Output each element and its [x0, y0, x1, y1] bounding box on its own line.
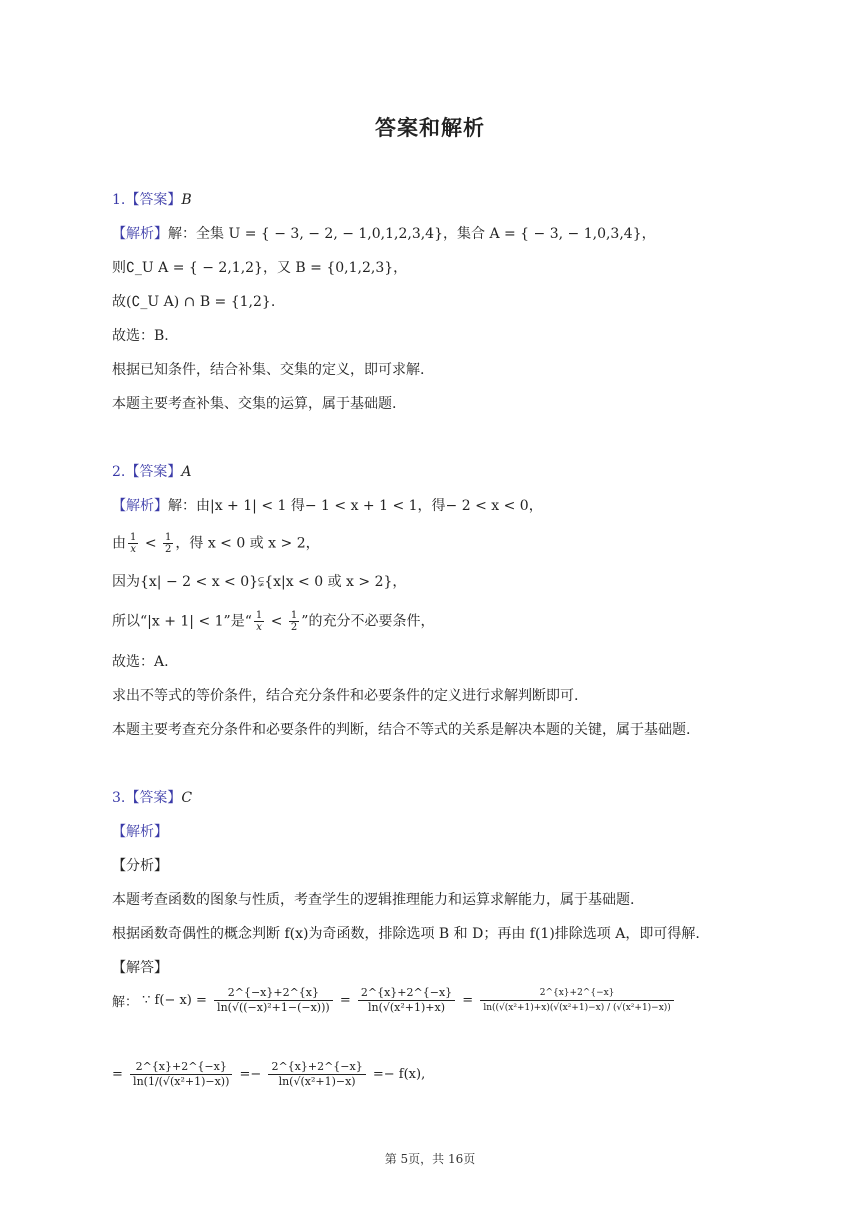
q1-answer-line	[112, 190, 192, 210]
q3-analysis-tag: 【解析】	[112, 824, 168, 840]
q3-answer-line	[112, 788, 192, 808]
q2-analysis-line-7: 本题主要考查充分条件和必要条件的判断，结合不等式的关系是解决本题的关键，属于基础题.	[112, 722, 691, 738]
q2-number: 2.	[112, 464, 126, 480]
q2-analysis-line-3: 因为{x| − 2 < x < 0}⫋{x|x < 0 或 x > 2}，	[112, 574, 407, 590]
q1-analysis-line-5: 根据已知条件，结合补集、交集的定义，即可求解.	[112, 362, 425, 378]
q1-analysis-line-3: 故(∁_U A) ∩ B = {1,2}.	[112, 294, 276, 310]
q1-analysis-line-2: 则∁_U A = { − 2,1,2}，又 B = {0,1,2,3}，	[112, 260, 408, 276]
fraction-denominator: 2	[290, 622, 298, 633]
q2-analysis-text-1: 解：由|x + 1| < 1 得− 1 < x + 1 < 1，得− 2 < x < 0，	[168, 498, 543, 514]
less-than: <	[266, 613, 287, 630]
less-than: <	[140, 535, 162, 552]
fraction-numerator: 1	[165, 532, 172, 543]
equals-negative-sign: =−	[239, 1067, 262, 1082]
q3-equation-2	[112, 1060, 425, 1089]
page-title: 答案和解析	[375, 115, 485, 140]
fraction-denominator: ln(1/(√(x²+1)−x))	[133, 1075, 230, 1088]
q1-analysis-line-6: 本题主要考查补集、交集的运算，属于基础题.	[112, 396, 397, 412]
fraction	[480, 986, 674, 1015]
fraction-numerator: 1	[130, 532, 137, 543]
q1-number: 1.	[112, 192, 126, 208]
q2-answer-line	[112, 462, 191, 482]
q3-answer-value: C	[181, 790, 193, 806]
fraction-numerator: 2^{x}+2^{−x}	[480, 986, 674, 1001]
solution-label: 解：	[112, 995, 139, 1010]
equals-sign: =	[462, 993, 474, 1008]
q3-fenxi-tag: 【分析】	[112, 858, 168, 874]
fraction-denominator: 2	[165, 544, 172, 555]
q3-jieda-tag: 【解答】	[112, 960, 168, 976]
fraction-denominator: ln(√(x²+1)+x)	[367, 1001, 446, 1014]
fraction-numerator: 2^{x}+2^{−x}	[358, 986, 455, 1001]
equals-sign: =	[112, 1067, 123, 1082]
fraction	[268, 1060, 365, 1089]
q2-l2-suffix: ，得 x < 0 或 x > 2，	[175, 535, 320, 552]
q1-answer-tag: 【答案】	[125, 192, 182, 208]
fraction-numerator: 2^{x}+2^{−x}	[130, 1060, 232, 1075]
equals-sign: =	[339, 993, 351, 1008]
q1-answer-value: B	[181, 192, 192, 208]
fraction-numerator: 1	[255, 610, 263, 621]
q2-analysis-line-4	[112, 610, 434, 633]
q3-answer-tag: 【答案】	[125, 790, 182, 806]
fraction	[163, 532, 173, 555]
fraction	[128, 532, 138, 555]
fraction-denominator: x	[256, 622, 262, 633]
fraction-denominator: x	[130, 544, 136, 555]
equation-result: =− f(x),	[372, 1067, 426, 1082]
fraction-numerator: 2^{−x}+2^{x}	[214, 986, 333, 1001]
q3-number: 3.	[112, 790, 126, 806]
q2-analysis-tag: 【解析】	[112, 498, 168, 514]
fraction-denominator: ln(√((−x)²+1−(−x)))	[217, 1001, 330, 1014]
fraction	[289, 610, 299, 633]
fraction	[214, 986, 333, 1015]
q2-l4-suffix: ”的充分不必要条件，	[301, 613, 435, 630]
q2-answer-tag: 【答案】	[125, 464, 182, 480]
fraction-denominator: ln((√(x²+1)+x)(√(x²+1)−x) / (√(x²+1)−x))	[483, 1003, 671, 1013]
fraction-numerator: 2^{x}+2^{−x}	[268, 1060, 365, 1075]
q1-analysis-line-1	[112, 224, 656, 244]
page-footer: 第 5页，共 16页	[384, 1152, 476, 1166]
q3-text-2: 根据函数奇偶性的概念判断 f(x)为奇函数，排除选项 B 和 D；再由 f(1)排除选项 A，即可得解.	[112, 926, 700, 942]
q1-analysis-line-4: 故选：B.	[112, 328, 169, 344]
fraction-denominator: ln(√(x²+1)−x)	[278, 1075, 356, 1088]
q1-analysis-tag: 【解析】	[112, 226, 168, 242]
q2-analysis-line-5: 故选：A.	[112, 654, 169, 670]
q3-equation-1	[112, 986, 677, 1015]
q2-analysis-line-1	[112, 496, 543, 516]
equation-lhs: ∵ f(− x) =	[142, 993, 207, 1008]
fraction	[358, 986, 455, 1015]
fraction	[130, 1060, 232, 1089]
q2-analysis-line-6: 求出不等式的等价条件，结合充分条件和必要条件的定义进行求解判断即可.	[112, 688, 579, 704]
q2-l2-prefix: 由	[112, 535, 126, 552]
q2-answer-value: A	[181, 464, 192, 480]
q3-text-1: 本题考查函数的图象与性质，考查学生的逻辑推理能力和运算求解能力，属于基础题.	[112, 892, 635, 908]
q2-l4-prefix: 所以“|x + 1| < 1”是“	[112, 613, 252, 630]
fraction	[254, 610, 264, 633]
q2-analysis-line-2	[112, 532, 320, 555]
q1-analysis-text-1: 解：全集 U = { − 3, − 2, − 1,0,1,2,3,4}，集合 A = { − 3, − 1,0,3,4}，	[168, 226, 656, 242]
fraction-numerator: 1	[290, 610, 298, 621]
